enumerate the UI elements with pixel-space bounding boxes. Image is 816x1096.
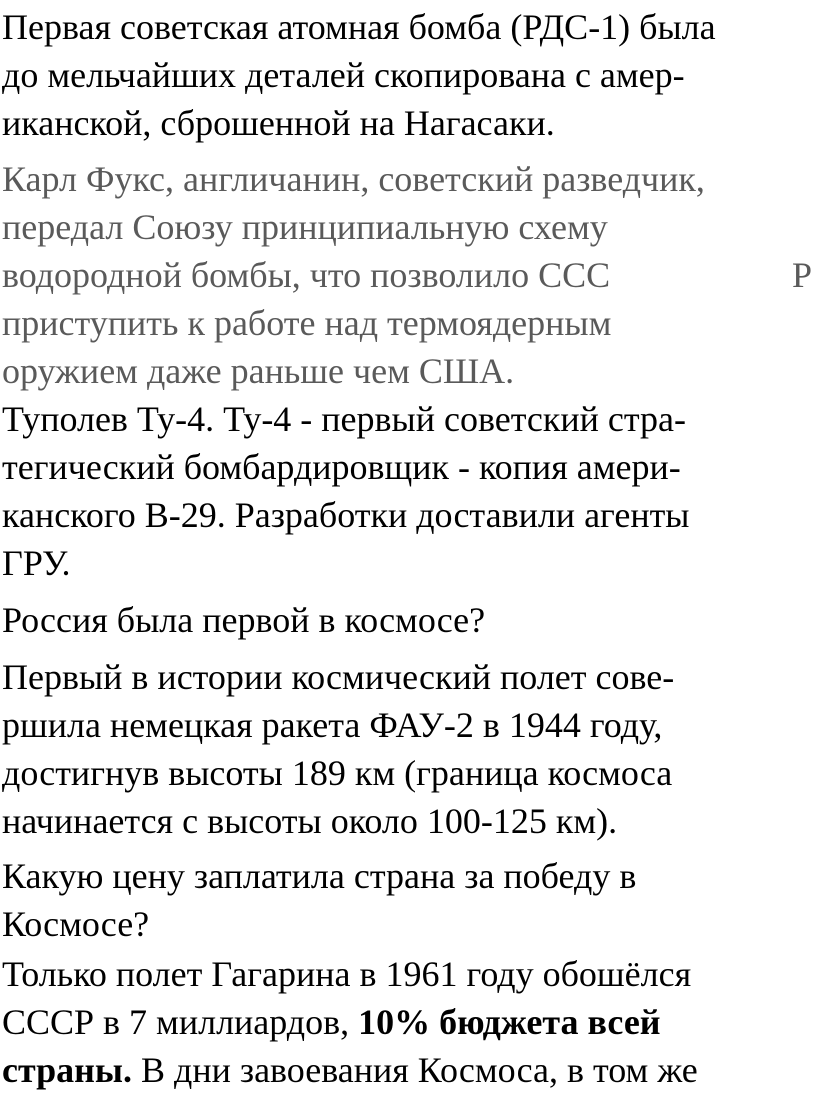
text-segment-right: Р (791, 255, 812, 295)
text-line: начинается с высоты около 100-125 км). (2, 801, 618, 841)
text-line: ГРУ. (2, 543, 71, 583)
paragraph-question-space (2, 596, 812, 644)
text-line (2, 998, 812, 1046)
text-line: ршила немецкая ракета ФАУ-2 в 1944 году, (2, 705, 663, 745)
text-line: Карл Фукс, англичанин, советский разведчик, (2, 159, 705, 199)
paragraph-v2-rocket (2, 653, 812, 845)
text-line: передал Союзу принципиальную схему (2, 207, 608, 247)
paragraph-question-price (2, 852, 812, 948)
text-segment: СССР в 7 миллиардов, (2, 1002, 350, 1042)
text-segment: водородной бомбы, что позволило ССС (2, 255, 611, 295)
text-line (2, 1046, 812, 1094)
text-line: до мельчайших деталей скопирована с амер- (2, 55, 685, 95)
paragraph-fuchs (2, 155, 812, 395)
text-line: достигнув высоты 189 км (граница космоса (2, 753, 673, 793)
paragraph-gagarin-cost (2, 950, 812, 1094)
text-line-split (2, 251, 812, 299)
paragraph-tupolev (2, 395, 812, 587)
text-line: тегический бомбардировщик - копия амери- (2, 447, 681, 487)
text-line: иканской, сброшенной на Нагасаки. (2, 103, 555, 143)
text-line: Первая советская атомная бомба (РДС-1) была (2, 7, 716, 47)
bold-text-segment: 10% бюджета всей (358, 1002, 661, 1042)
text-line: Туполев Ту-4. Ту-4 - первый советский стра- (2, 399, 687, 439)
paragraph-atomic-bomb (2, 3, 812, 147)
text-segment: В дни завоевания Космоса, в том же (140, 1050, 698, 1090)
text-line: Россия была первой в космосе? (2, 600, 486, 640)
text-line: Какую цену заплатила страна за победу в (2, 856, 637, 896)
text-line: Космосе? (2, 904, 150, 944)
text-line: канского В-29. Разработки доставили агенты (2, 495, 690, 535)
text-line: Только полет Гагарина в 1961 году обошёлся (2, 954, 692, 994)
text-line: оружием даже раньше чем США. (2, 351, 515, 391)
text-line: Первый в истории космический полет сове- (2, 657, 675, 697)
text-line: приступить к работе над термоядерным (2, 303, 612, 343)
bold-text-segment: страны. (2, 1050, 132, 1090)
